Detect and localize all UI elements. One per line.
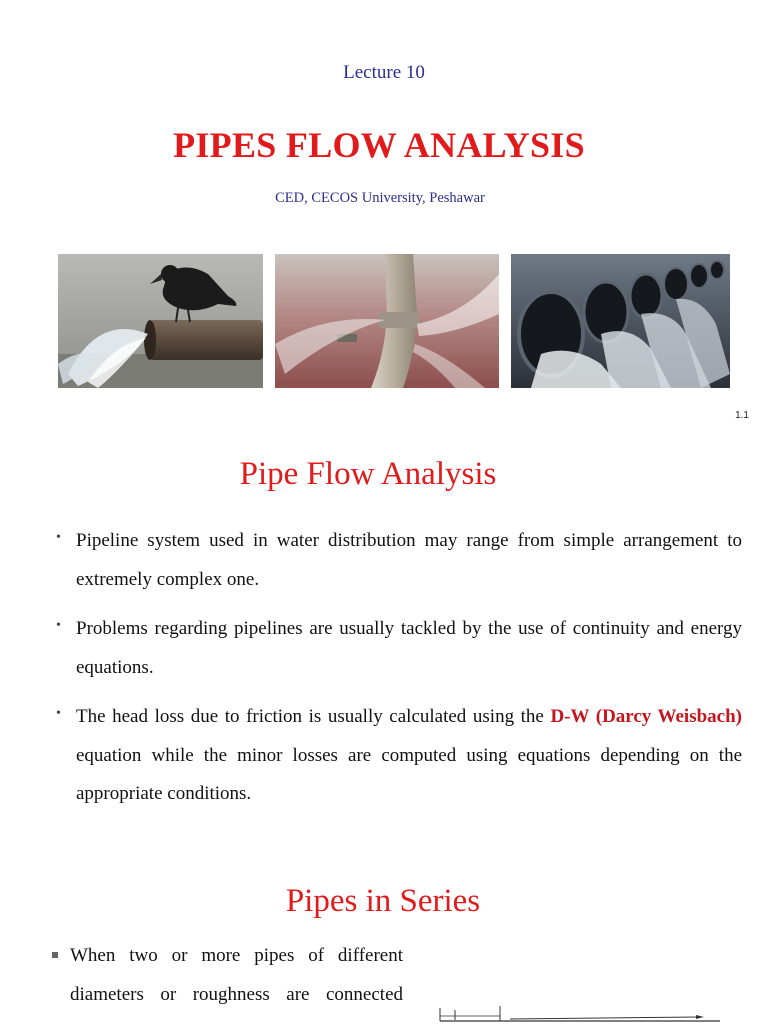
- slide-title: PIPES FLOW ANALYSIS: [173, 125, 585, 165]
- bullet-text: Problems regarding pipelines are usually tackled by the use of continuity and energy equations.: [76, 618, 742, 678]
- bullet-item: [56, 610, 742, 687]
- photo-crow-drinking-from-pipe: [58, 254, 263, 388]
- affiliation-text: CED, CECOS University, Peshawar: [275, 190, 485, 206]
- bullet-text: Pipeline system used in water distribution may range from simple arrangement to extremely complex one.: [76, 530, 742, 590]
- square-bullet-icon: [52, 952, 58, 958]
- photo-leaking-pipe-spray: [275, 254, 499, 388]
- section-heading-pipes-in-series: Pipes in Series: [285, 883, 481, 919]
- section-heading-pipe-flow-analysis: Pipe Flow Analysis: [239, 456, 497, 492]
- bullet-text-after: equation while the minor losses are computed using equations depending on the appropriate conditions.: [76, 744, 742, 804]
- bullet-dot-icon: •: [56, 706, 61, 721]
- pipes-in-series-sketch: [430, 1000, 720, 1029]
- bullet-item: [56, 698, 742, 814]
- bullet-text-before: The head loss due to friction is usually calculated using the: [76, 706, 551, 727]
- lecture-label: Lecture 10: [343, 62, 425, 83]
- highlight-darcy-weisbach: D-W (Darcy Weisbach): [550, 706, 742, 727]
- slide-number: 1.1: [735, 410, 749, 421]
- bullet-dot-icon: •: [56, 530, 61, 545]
- bullet-list: [56, 522, 742, 825]
- bullet-item: [56, 522, 742, 599]
- series-paragraph-block: [52, 937, 403, 1014]
- photo-outfall-pipes-discharging: [511, 254, 730, 388]
- bullet-dot-icon: •: [56, 618, 61, 633]
- series-paragraph: When two or more pipes of different diameters or roughness are connected: [70, 945, 403, 1005]
